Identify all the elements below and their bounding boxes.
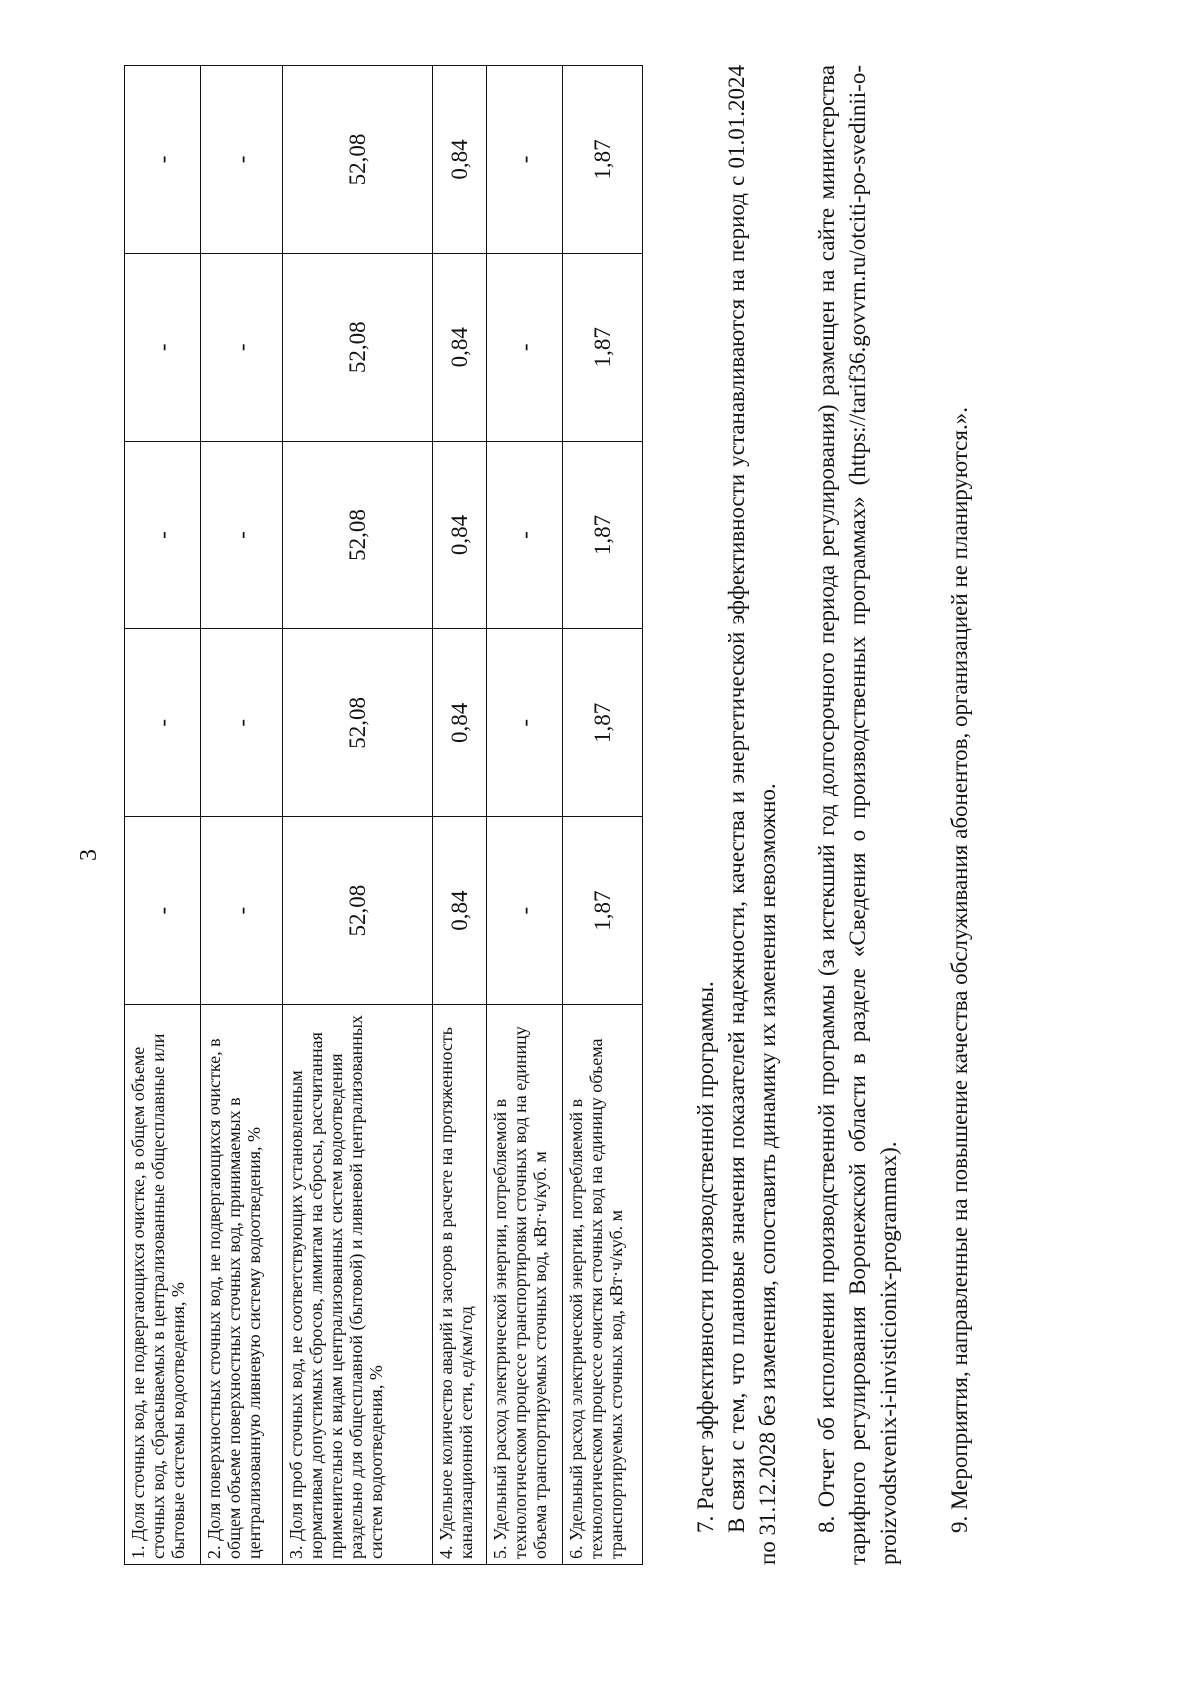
indicator-value: 52,08 <box>283 817 433 1005</box>
indicator-value: 0,84 <box>433 629 487 817</box>
indicator-value: - <box>201 817 283 1005</box>
indicator-value: 52,08 <box>283 66 433 254</box>
indicator-value: - <box>125 629 201 817</box>
indicator-value: 52,08 <box>283 441 433 629</box>
indicator-value: - <box>201 441 283 629</box>
indicator-value: - <box>487 66 563 254</box>
indicator-value: 0,84 <box>433 66 487 254</box>
section-8-body: 8. Отчет об исполнении производственной программы (за истекший год долгосрочного периода регулирования) размещен на сайте министерства тарифного регулирования Воронежской области в разделе «Сведения о производственных программах» (https://tarif36.govvrn.ru/otciti-po-svedinii-o-proizvodstvenix-i-invisticionix-programmax). <box>814 65 901 1565</box>
indicator-label: 1. Доля сточных вод, не подвергающихся очистке, в общем объеме сточных вод, сбрасываемых в централизованные общесплавные или бытовые системы водоотведения, % <box>125 1004 201 1564</box>
table-row <box>487 66 563 1565</box>
indicator-value: 1,87 <box>563 66 643 254</box>
table-row <box>283 66 433 1565</box>
indicator-value: - <box>125 441 201 629</box>
table-row <box>563 66 643 1565</box>
indicator-label: 2. Доля поверхностных сточных вод, не подвергающихся очистке, в общем объеме поверхностных сточных вод, принимаемых в централизованную ливневую систему водоотведения, % <box>201 1004 283 1564</box>
indicator-value: - <box>201 253 283 441</box>
indicator-label: 3. Доля проб сточных вод, не соответствующих установленным нормативам допустимых сбросов, лимитам на сбросы, рассчитанная применительно к видам централизованных систем водоотведения раздельно для общесплавной (бытовой) и ливневой централизованных систем водоотведения, % <box>283 1004 433 1564</box>
section-9-body: 9. Мероприятия, направленные на повышение качества обслуживания абонентов, организацией не планируются.». <box>947 407 972 1533</box>
indicator-value: 0,84 <box>433 253 487 441</box>
indicator-value: - <box>487 629 563 817</box>
indicator-value: - <box>487 253 563 441</box>
indicator-label: 4. Удельное количество аварий и засоров в расчете на протяженность канализационной сети, ед/км/год <box>433 1004 487 1564</box>
indicator-label: 5. Удельный расход электрической энергии, потребляемой в технологическом процессе транспортировки сточных вод на единицу объема транспортируемых сточных вод, кВт·ч/куб. м <box>487 1004 563 1564</box>
indicator-value: - <box>125 253 201 441</box>
indicator-value: 52,08 <box>283 629 433 817</box>
indicator-value: 0,84 <box>433 817 487 1005</box>
table-row <box>125 66 201 1565</box>
indicator-value: 1,87 <box>563 817 643 1005</box>
indicator-value: - <box>125 66 201 254</box>
indicator-value: 1,87 <box>563 441 643 629</box>
table-row <box>201 66 283 1565</box>
indicator-value: - <box>201 66 283 254</box>
indicator-value: 1,87 <box>563 629 643 817</box>
indicator-value: - <box>201 629 283 817</box>
section-7-body: В связи с тем, что плановые значения показателей надежности, качества и энергетической эффективности устанавливаются на период с 01.01.2024 по 31.12.2028 без изменения, сопоставить динамику их изменения невозможно. <box>724 65 780 1565</box>
indicators-table <box>124 65 643 1565</box>
indicator-value: - <box>487 441 563 629</box>
page-number: 3 <box>76 849 102 861</box>
section-7-title: 7. Расчет эффективности производственной программы. <box>693 981 718 1533</box>
indicator-value: - <box>487 817 563 1005</box>
indicator-value: 0,84 <box>433 441 487 629</box>
indicator-label: 6. Удельный расход электрической энергии, потребляемой в технологическом процессе очистки сточных вод на единицу объема транспортируемых сточных вод, кВт·ч/куб. м <box>563 1004 643 1564</box>
indicator-value: - <box>125 817 201 1005</box>
indicator-value: 1,87 <box>563 253 643 441</box>
table-row <box>433 66 487 1565</box>
indicator-value: 52,08 <box>283 253 433 441</box>
document-body <box>690 65 975 1565</box>
